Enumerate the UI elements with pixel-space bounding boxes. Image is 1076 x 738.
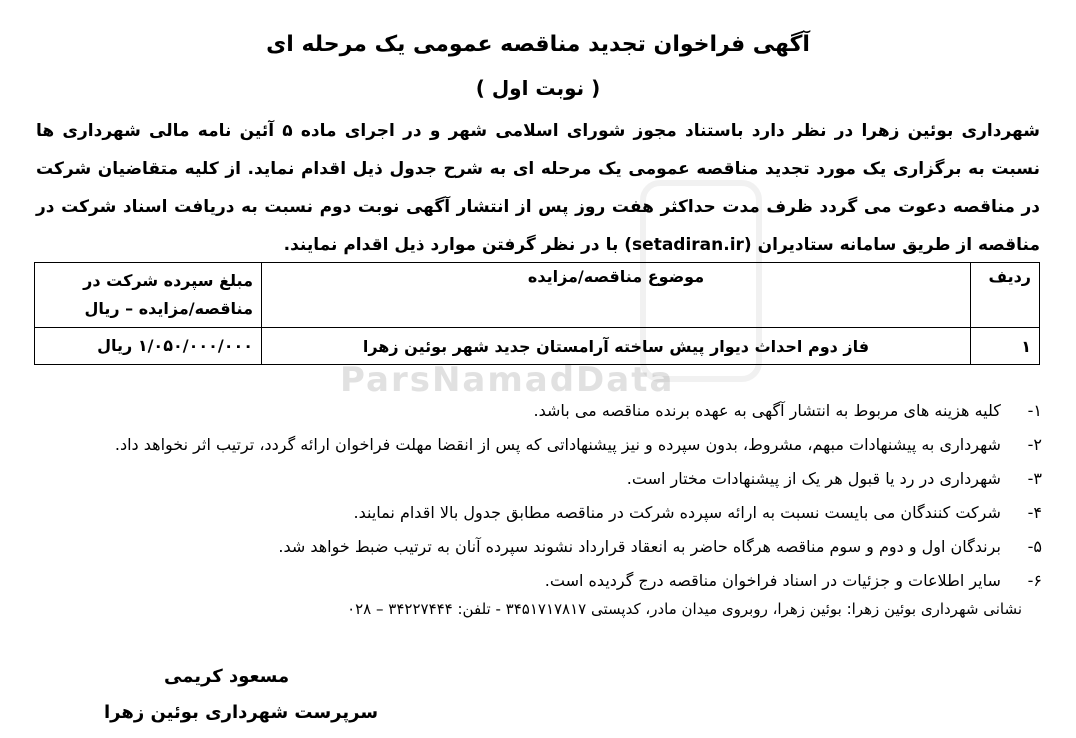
table-header-row	[35, 263, 1040, 328]
header-deposit	[35, 263, 262, 328]
list-item	[30, 496, 1042, 530]
conditions-list	[30, 394, 1042, 598]
list-item	[30, 564, 1042, 598]
header-deposit-line1: مبلغ سپرده شرکت در	[83, 271, 253, 290]
notice-title: آگهی فراخوان تجدید مناقصه عمومی یک مرحله ای	[266, 32, 810, 57]
item-number: ۶-	[1027, 571, 1042, 590]
municipality-address: نشانی شهرداری بوئین زهرا: بوئین زهرا، روبروی میدان مادر، کدپستی ۳۴۵۱۷۱۷۸۱۷ - تلفن: ۳۴۲۲۷۴۴۴ – ۰۲۸	[347, 600, 1022, 618]
item-text: شهرداری در رد یا قبول هر یک از پیشنهادات مختار است.	[626, 469, 1001, 488]
item-text: برندگان اول و دوم و سوم مناقصه هرگاه حاضر به انعقاد قرارداد نشوند سپرده آنان به ترتیب ضبط خواهد شد.	[278, 537, 1001, 556]
item-number: ۴-	[1027, 503, 1042, 522]
item-number: ۲-	[1027, 435, 1042, 454]
notice-subtitle: ( نوبت اول )	[475, 76, 601, 100]
item-text: شهرداری به پیشنهادات مبهم، مشروط، بدون سپرده و نیز پیشنهاداتی که پس از انقضا مهلت فراخوان ارائه گردد، ترتیب اثر نخواهد داد.	[114, 435, 1001, 454]
header-deposit-line2: مناقصه/مزایده – ریال	[84, 299, 253, 318]
list-item	[30, 462, 1042, 496]
header-subject: موضوع مناقصه/مزایده	[262, 263, 971, 328]
item-text: سایر اطلاعات و جزئیات در اسناد فراخوان مناقصه درج گردیده است.	[544, 571, 1001, 590]
cell-subject: فاز دوم احداث دیوار پیش ساخته آرامستان جدید شهر بوئین زهرا	[262, 328, 971, 365]
notice-intro: شهرداری بوئین زهرا در نظر دارد باستناد مجوز شورای اسلامی شهر و در اجرای ماده ۵ آئین نامه مالی شهرداری ها نسبت به برگزاری یک مورد تجدید مناقصه عمومی یک مرحله ای به شرح جدول ذیل اقدام نماید. از کلیه متقاضیان شرکت در مناقصه دعوت می گردد ظرف مدت حداکثر هفت روز پس از انتشار آگهی نوبت دوم نسبت به دریافت اسناد شرکت در مناقصه از طریق سامانه ستادیران (setadiran.ir) با در نظر گرفتن موارد ذیل اقدام نمایند.	[36, 121, 1040, 255]
item-number: ۱-	[1027, 401, 1042, 420]
signatory-title: سرپرست شهرداری بوئین زهرا	[104, 702, 379, 723]
cell-deposit: ۱/۰۵۰/۰۰۰/۰۰۰ ریال	[35, 328, 262, 365]
item-text: کلیه هزینه های مربوط به انتشار آگهی به عهده برنده مناقصه می باشد.	[533, 401, 1001, 420]
item-number: ۳-	[1027, 469, 1042, 488]
list-item	[30, 530, 1042, 564]
item-number: ۵-	[1027, 537, 1042, 556]
header-row-number: ردیف	[971, 263, 1040, 328]
tender-table	[34, 262, 1040, 365]
item-text: شرکت کنندگان می بایست نسبت به ارائه سپرده شرکت در مناقصه مطابق جدول بالا اقدام نمایند.	[353, 503, 1001, 522]
list-item	[30, 428, 1042, 462]
signatory-name: مسعود کریمی	[164, 666, 290, 687]
watermark: ParsNamadData	[340, 360, 675, 400]
cell-row-number: ۱	[971, 328, 1040, 365]
list-item	[30, 394, 1042, 428]
table-row	[35, 328, 1040, 365]
